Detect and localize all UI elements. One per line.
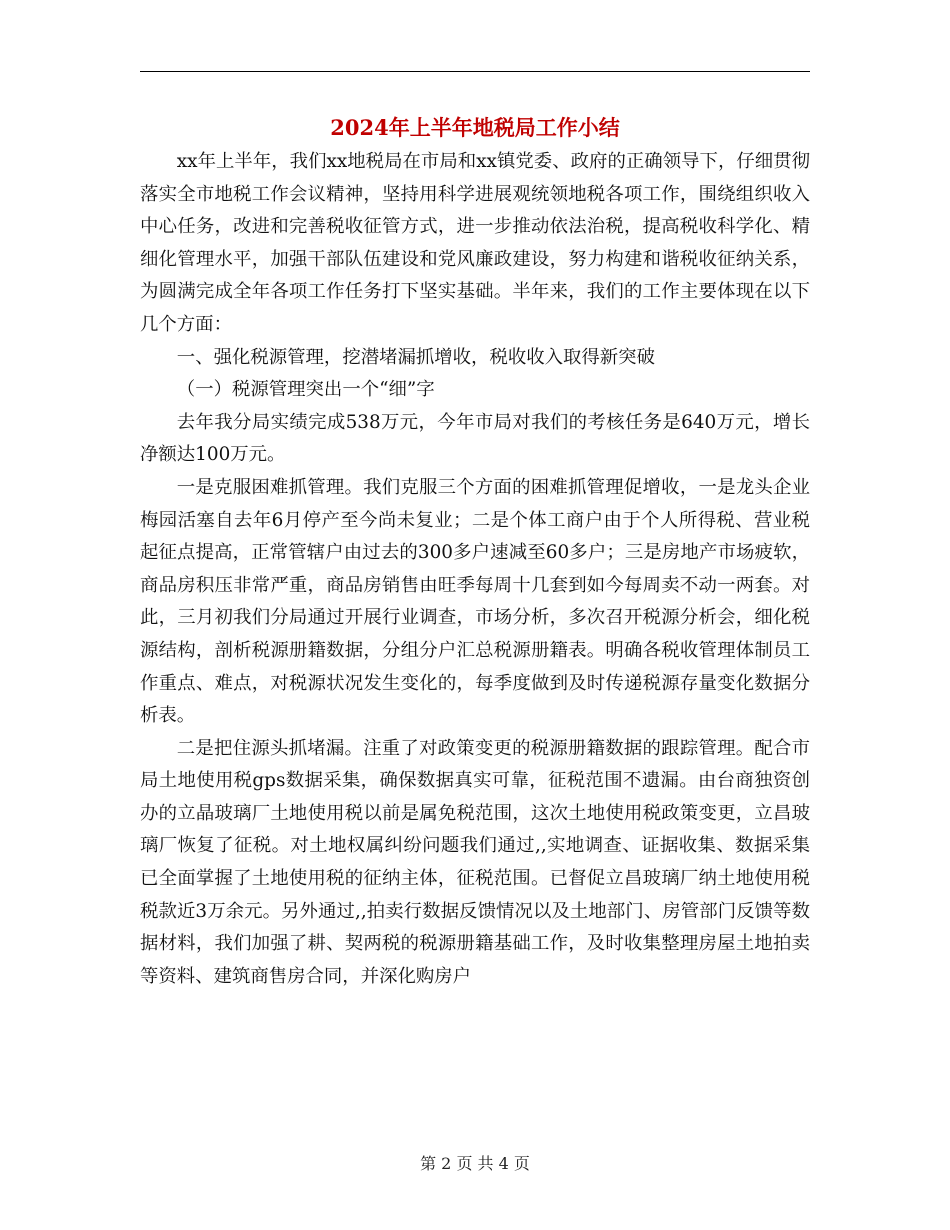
document-body — [140, 146, 810, 993]
paragraph-intro: xx年上半年，我们xx地税局在市局和xx镇党委、政府的正确领导下，仔细贯彻落实全市地税工作会议精神，坚持用科学进展观统领地税各项工作，围绕组织收入中心任务，改进和完善税收征管方式，进一步推动依法治税，提高税收科学化、精细化管理水平，加强干部队伍建设和党风廉政建设，努力构建和谐税收征纳关系，为圆满完成全年各项工作任务打下坚实基础。半年来，我们的工作主要体现在以下几个方面： — [140, 151, 810, 335]
paragraph-difficulties: 一是克服困难抓管理。我们克服三个方面的困难抓管理促增收，一是龙头企业梅园活塞自去年6月停产至今尚未复业；二是个体工商户由于个人所得税、营业税起征点提高，正常管辖户由过去的300多户速减至60多户；三是房地产市场疲软，商品房积压非常严重，商品房销售由旺季每周十几套到如今每周卖不动一两套。对此，三月初我们分局通过开展行业调查，市场分析，多次召开税源分析会，细化税源结构，剖析税源册籍数据，分组分户汇总税源册籍表。明确各税收管理体制员工作重点、难点，对税源状况发生变化的，每季度做到及时传递税源存量变化数据分析表。 — [140, 476, 810, 727]
paragraph-performance: 去年我分局实绩完成538万元，今年市局对我们的考核任务是640万元，增长净额达100万元。 — [140, 411, 810, 466]
document-title: 2024年上半年地税局工作小结 — [330, 115, 620, 140]
page-number: 第 2 页 共 4 页 — [420, 1154, 530, 1173]
section-heading: 一、强化税源管理，挖潜堵漏抓增收，税收收入取得新突破 — [176, 346, 655, 368]
paragraph-source-control: 二是把住源头抓堵漏。注重了对政策变更的税源册籍数据的跟踪管理。配合市局土地使用税gps数据采集，确保数据真实可靠，征税范围不遗漏。由台商独资创办的立晶玻璃厂土地使用税以前是属免税范围，这次土地使用税政策变更，立昌玻璃厂恢复了征税。对土地权属纠纷问题我们通过,,实地调查、证据收集、数据采集已全面掌握了土地使用税的征纳主体，征税范围。已督促立昌玻璃厂纳土地使用税税款近3万余元。另外通过,,拍卖行数据反馈情况以及土地部门、房管部门反馈等数据材料，我们加强了耕、契两税的税源册籍基础工作，及时收集整理房屋土地拍卖等资料、建筑商售房合同，并深化购房户 — [140, 737, 810, 987]
header-rule — [140, 71, 810, 72]
subsection-heading: （一）税源管理突出一个“细”字 — [176, 379, 435, 401]
